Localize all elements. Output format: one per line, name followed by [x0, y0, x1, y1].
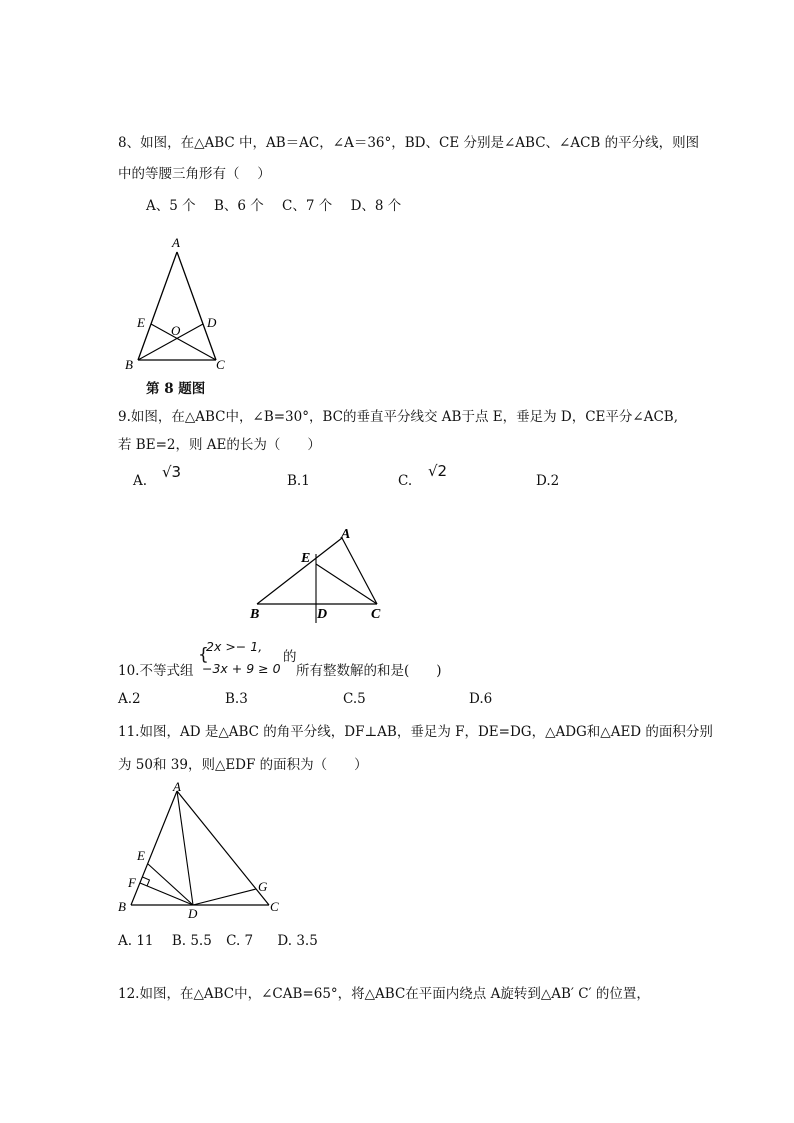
- q9-label-d: D: [317, 607, 328, 622]
- q10-de: 的: [283, 649, 297, 665]
- q9-option-c: C.: [398, 473, 413, 489]
- q10-inequality-1: 2x >− 1,: [206, 639, 263, 654]
- q8-option-c: C、7 个: [282, 198, 333, 214]
- q11-options: [118, 932, 318, 950]
- q11-segment-dg: [193, 889, 256, 905]
- q11-option-a: A. 11: [118, 933, 154, 949]
- q8-figure-caption: 第 8 题图: [146, 381, 206, 397]
- q8-label-e: E: [137, 315, 145, 330]
- q11-label-c: C: [270, 899, 279, 914]
- q8-label-o: O: [171, 323, 181, 338]
- q9-stem-line1: 9.如图，在△ABC中，∠B=30°，BC的垂直平分线交 AB于点 E，垂足为 D，CE平分∠ACB,: [118, 409, 678, 425]
- q8-label-c: C: [216, 357, 225, 372]
- q9-segment-ce: [316, 564, 377, 604]
- q11-option-c: C. 7: [226, 933, 254, 949]
- q8-options: [146, 197, 401, 215]
- q10-option-d: D.6: [469, 691, 493, 707]
- q10-option-c: C.5: [343, 691, 366, 707]
- q9-option-d: D.2: [536, 473, 560, 489]
- q11-label-g: G: [258, 879, 268, 894]
- q9-label-a: A: [341, 527, 351, 542]
- q10-stem-prefix: 10.不等式组: [118, 663, 194, 679]
- q12-stem-line1: 12.如图，在△ABC中，∠CAB=65°，将△ABC在平面内绕点 A旋转到△AB′ C′ 的位置，: [118, 986, 650, 1002]
- q11-triangle-figure: [115, 778, 295, 918]
- q11-stem-line1: 11.如图，AD 是△ABC 的角平分线，DF⊥AB，垂足为 F，DE=DG，△ADG和△AED 的面积分别: [118, 724, 713, 740]
- q9-option-a-value: √3: [162, 463, 182, 481]
- q9-side-ac: [342, 538, 377, 604]
- q9-stem-line2: 若 BE=2，则 AE的长为（ ）: [118, 437, 321, 453]
- q9-label-b: B: [250, 607, 260, 622]
- q11-segment-de: [148, 864, 193, 905]
- q10-system-brace: {: [198, 645, 209, 665]
- q9-option-b: B.1: [287, 473, 310, 489]
- q10-option-a: A.2: [118, 691, 141, 707]
- q11-option-d: D. 3.5: [277, 933, 318, 949]
- q9-triangle-figure: [245, 520, 395, 630]
- q10-inequality-2: −3x + 9 ≥ 0: [202, 661, 281, 676]
- q8-stem-line2: 中的等腰三角形有（ ）: [118, 166, 271, 182]
- q8-side-ab: [138, 252, 177, 360]
- q11-segment-df: [140, 883, 193, 905]
- q9-option-a: A.: [133, 473, 148, 489]
- q8-option-d: D、8 个: [350, 198, 402, 214]
- q11-label-e: E: [137, 848, 145, 863]
- q8-triangle-figure: [120, 232, 240, 372]
- q11-label-b: B: [118, 899, 126, 914]
- q8-option-a: A、5 个: [146, 198, 196, 214]
- q8-label-a: A: [172, 235, 180, 250]
- q8-stem-line1: 8、如图，在△ABC 中，AB＝AC，∠A＝36°，BD、CE 分别是∠ABC、∠ACB 的平分线，则图: [118, 135, 700, 151]
- q11-label-a: A: [173, 779, 181, 794]
- q9-label-e: E: [301, 551, 311, 566]
- q11-label-f: F: [128, 875, 136, 890]
- q9-side-ab: [257, 538, 342, 604]
- q10-option-b: B.3: [225, 691, 248, 707]
- q8-label-b: B: [125, 357, 133, 372]
- q8-label-d: D: [207, 315, 217, 330]
- q8-side-ac: [177, 252, 216, 360]
- q11-stem-line2: 为 50和 39，则△EDF 的面积为（ ）: [118, 757, 368, 773]
- q11-label-d: D: [188, 906, 198, 918]
- q8-option-b: B、6 个: [213, 198, 264, 214]
- q11-option-b: B. 5.5: [171, 933, 212, 949]
- q9-label-c: C: [371, 607, 381, 622]
- q9-option-c-value: √2: [428, 462, 448, 480]
- q10-stem-suffix: 所有整数解的和是( ): [296, 663, 442, 679]
